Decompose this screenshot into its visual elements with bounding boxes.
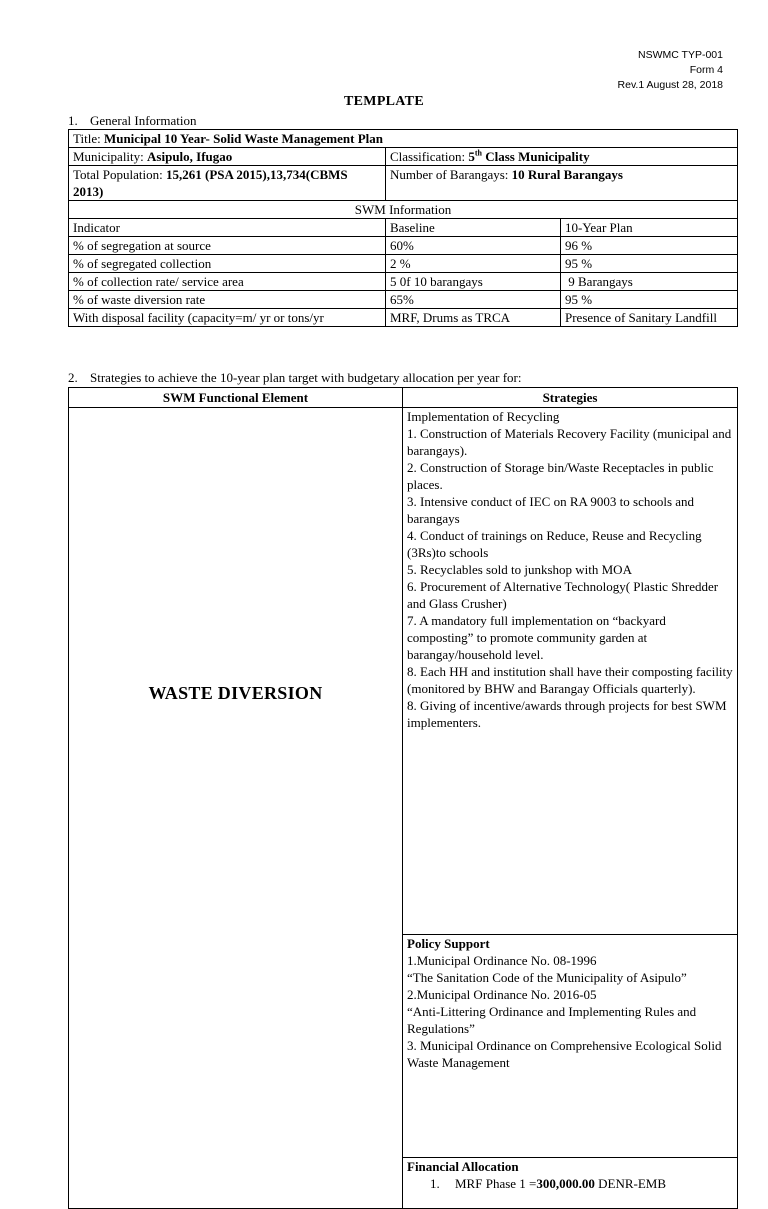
indicator-row [69,309,738,327]
indicator-column-header: Indicator [69,219,386,237]
title-cell [69,130,738,148]
swm-information-header: SWM Information [69,201,738,219]
financial-strategies-cell [403,1158,738,1209]
strategy-item: 8. Giving of incentive/awards through projects for best SWM implementers. [407,698,727,730]
indicator-row [69,273,738,291]
classification-suffix: th [474,148,482,158]
strategy-item: 3. Intensive conduct of IEC on RA 9003 to schools and barangays [407,494,695,526]
section-strategies-heading [68,370,521,386]
strategy-item: 1. Construction of Materials Recovery Facility (municipal and barangays). [407,426,732,458]
strategies-column-header: Strategies [403,388,738,408]
barangays-label: Number of Barangays: [390,167,509,182]
plan-cell: 9 Barangays [561,273,738,291]
element-column-header: SWM Functional Element [69,388,403,408]
strategies-header-row [69,388,738,408]
plan-column-header: 10-Year Plan [561,219,738,237]
policy-item: 3. Municipal Ordinance on Comprehensive Ecological Solid Waste Management [407,1038,722,1071]
classification-value: Class Municipality [485,149,590,164]
policy-item: 1.Municipal Ordinance No. 08-1996 [407,953,597,969]
barangays-cell [386,166,738,201]
municipality-label: Municipality: [73,149,144,164]
financial-item-source: DENR-EMB [594,1176,667,1191]
financial-item-label: MRF Phase 1 = [455,1176,537,1191]
baseline-cell: MRF, Drums as TRCA [386,309,561,327]
barangays-value: 10 Rural Barangays [511,167,623,182]
strategies-table [68,387,738,1209]
plan-cell: Presence of Sanitary Landfill [561,309,738,327]
swm-information-row [69,201,738,219]
financial-item-amount: 300,000.00 [536,1176,595,1191]
section-general-information-heading [68,113,196,129]
policy-strategies-cell [403,935,738,1158]
classification-cell [386,148,738,166]
strategy-item: 2. Construction of Storage bin/Waste Receptacles in public places. [407,460,714,492]
title-label: Title: [73,131,101,146]
municipality-cell [69,148,386,166]
baseline-cell: 5 0f 10 barangays [386,273,561,291]
indicator-cell: % of segregated collection [69,255,386,273]
policy-item: 2.Municipal Ordinance No. 2016-05 [407,987,597,1003]
indicator-row [69,291,738,309]
indicator-cell: % of waste diversion rate [69,291,386,309]
document-title: TEMPLATE [344,94,424,109]
indicator-cell: % of collection rate/ service area [69,273,386,291]
baseline-column-header: Baseline [386,219,561,237]
population-value: 15,261 (PSA 2015),13,734(CBMS 2013) [73,167,348,199]
title-value: Municipal 10 Year- Solid Waste Management Plan [103,131,383,146]
baseline-cell: 60% [386,237,561,255]
title-row [69,130,738,148]
financial-item-number: 1. [430,1176,440,1191]
form-number: Form 4 [689,64,723,76]
functional-element-cell: WASTE DIVERSION [69,408,403,1209]
indicator-row [69,237,738,255]
indicator-cell: % of segregation at source [69,237,386,255]
recycling-row [69,408,738,935]
plan-cell: 95 % [561,291,738,309]
form-code: NSWMC TYP-001 [638,49,723,61]
plan-cell: 96 % [561,237,738,255]
recycling-heading: Implementation of Recycling [407,409,560,424]
financial-item [407,1175,733,1192]
strategy-item: 6. Procurement of Alternative Technology( Plastic Shredder and Glass Crusher) [407,579,719,611]
section-label: Strategies to achieve the 10-year plan target with budgetary allocation per year for: [90,370,522,385]
classification-number: 5 [468,149,475,164]
population-label: Total Population: [73,167,163,182]
revision-date: Rev.1 August 28, 2018 [617,79,723,91]
indicator-cell: With disposal facility (capacity=m/ yr or tons/yr [69,309,386,327]
policy-item: “Anti-Littering Ordinance and Implementing Rules and Regulations” [407,1004,697,1037]
classification-label: Classification: [390,149,466,164]
financial-heading: Financial Allocation [407,1159,519,1174]
strategy-item: 8. Each HH and institution shall have their composting facility (monitored by BHW and Barangay Officials quarterly). [407,664,733,696]
baseline-cell: 2 % [386,255,561,273]
policy-heading: Policy Support [407,936,490,952]
recycling-strategies-cell [403,408,738,935]
document-header-codes [618,48,723,93]
plan-cell: 95 % [561,255,738,273]
baseline-cell: 65% [386,291,561,309]
strategy-item: 7. A mandatory full implementation on “backyard composting” to promote community garden at barangay/household level. [407,613,666,662]
municipality-value: Asipulo, Ifugao [147,149,233,164]
strategy-item: 4. Conduct of trainings on Reduce, Reuse and Recycling (3Rs)to schools [407,528,702,560]
indicator-header-row [69,219,738,237]
population-row [69,166,738,201]
strategy-item: 5. Recyclables sold to junkshop with MOA [407,562,632,577]
indicator-row [69,255,738,273]
population-cell [69,166,386,201]
municipality-row [69,148,738,166]
section-number: 2. [68,370,78,385]
policy-item: “The Sanitation Code of the Municipality of Asipulo” [407,970,687,986]
section-label: General Information [90,113,197,128]
section-number: 1. [68,113,78,128]
general-information-table [68,129,738,327]
